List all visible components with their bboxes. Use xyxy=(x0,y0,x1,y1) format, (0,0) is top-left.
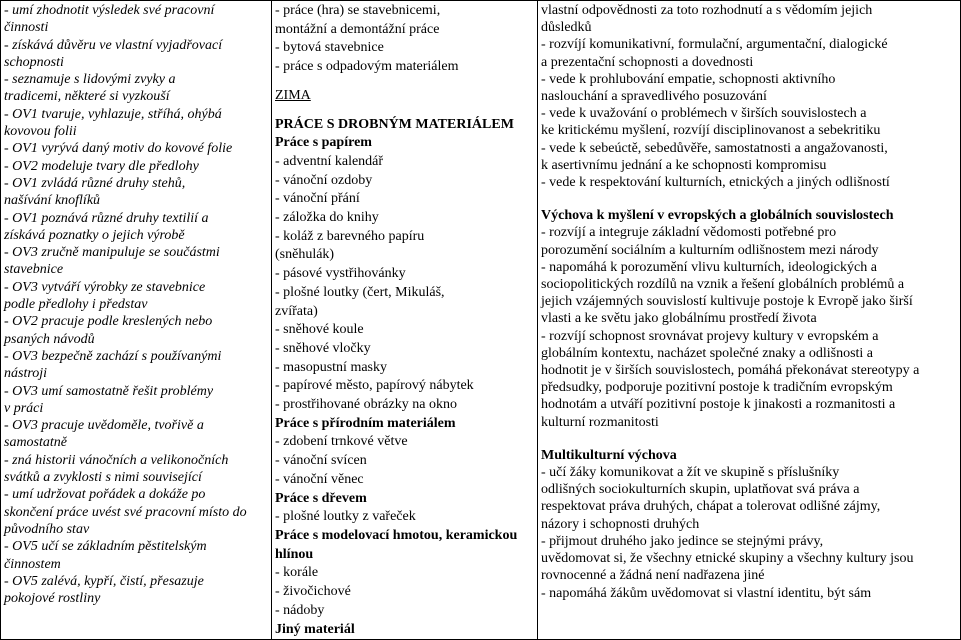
europe-heading: Výchova k myšlení v evropských a globálních souvislostech xyxy=(541,208,894,224)
cross-topic-line: naslouchání a spravedlivého posuzování xyxy=(541,89,767,105)
europe-line: - napomáhá k porozumění vlivu kulturních, ideologických a xyxy=(541,259,877,275)
clay-item: - nádoby xyxy=(275,602,325,618)
outcome-line: v práci xyxy=(4,400,44,416)
small-material-heading: PRÁCE S DROBNÝM MATERIÁLEM xyxy=(275,116,514,132)
outcome-line: svátků a zvyklosti s nimi související xyxy=(4,470,202,486)
multicultural-line: respektovat práva druhých, chápat a tolerovat odlišné zájmy, xyxy=(541,499,881,515)
paper-item: - plošné loutky (čert, Mikuláš, xyxy=(275,284,445,300)
multicultural-line: - učí žáky komunikovat a žít ve skupině s příslušníky xyxy=(541,465,840,481)
paper-heading: Práce s papírem xyxy=(275,135,372,151)
outcome-line: - OV5 zalévá, kypří, čistí, přesazuje xyxy=(4,573,204,589)
outcome-line: - OV2 modeluje tvary dle předlohy xyxy=(4,158,199,174)
outcome-line: činnostem xyxy=(4,556,61,572)
outcome-line: pokojové rostliny xyxy=(4,591,101,607)
multicultural-line: - napomáhá žákům uvědomovat si vlastní identitu, být sám xyxy=(541,585,872,601)
paper-item: - pásové vystřihovánky xyxy=(275,266,406,282)
europe-line: předsudky, podporuje pozitivní postoje k tradičním evropským xyxy=(541,380,893,396)
wood-heading: Práce s dřevem xyxy=(275,490,367,506)
cross-topics-cell xyxy=(538,1,961,640)
paper-item: - záložka do knihy xyxy=(275,210,379,226)
clay-heading-cont: hlínou xyxy=(275,546,314,562)
multicultural-line: - přijmout druhého jako jedince se stejnými právy, xyxy=(541,533,824,549)
outcome-line: - OV1 poznává různé druhy textilií a xyxy=(4,210,209,226)
europe-line: sociopolitických rozdílů na vznik a řešení globálních problémů a xyxy=(541,277,905,293)
outcome-line: psaných návodů xyxy=(4,331,95,347)
cross-topic-line: vlastní odpovědnosti za toto rozhodnutí a s vědomím jejich xyxy=(541,3,873,18)
outcome-line: - umí zhodnotit výsledek své pracovní xyxy=(4,3,215,18)
multicultural-heading: Multikulturní výchova xyxy=(541,447,677,463)
multicultural-line: rovnocenné a žádná není nadřazena jiné xyxy=(541,568,765,584)
multicultural-line: odlišných sociokulturních skupin, uplatňovat svá práva a xyxy=(541,482,860,498)
outcome-line: stavebnice xyxy=(4,262,64,278)
cross-topic-line: - vede k respektování kulturních, etnických a jiných odlišností xyxy=(541,175,890,191)
outcome-line: - OV1 zvládá různé druhy stehů, xyxy=(4,175,186,191)
outcome-line: skončení práce uvést své pracovní místo do xyxy=(4,504,247,520)
europe-line: jejich vzájemných souvislostí kultivuje postoje k Evropě jako širší xyxy=(541,294,913,310)
cross-topic-line: ke kritickému myšlení, rozvíjí disciplinovanost a sebekritiku xyxy=(541,123,881,139)
nature-item: - zdobení trnkové větve xyxy=(275,434,408,450)
paper-item: - sněhové vločky xyxy=(275,340,371,356)
outcome-line: - OV3 umí samostatně řešit problémy xyxy=(4,383,214,399)
outcome-line: získává poznatky o jejich výrobě xyxy=(4,227,185,243)
paper-item: (sněhulák) xyxy=(275,247,335,263)
cross-topic-line: - vede k sebeúctě, sebedůvěře, samostatnosti a angažovanosti, xyxy=(541,140,888,156)
season-heading: ZIMA xyxy=(275,87,311,103)
europe-line: hodnotit je v širších souvislostech, pomáhá překonávat stereotypy a xyxy=(541,363,920,379)
paper-item: - prostřihované obrázky na okno xyxy=(275,397,457,413)
nature-heading: Práce s přírodním materiálem xyxy=(275,415,456,431)
multicultural-line: uvědomovat si, že všechny etnické skupiny a všechny kultury jsou xyxy=(541,551,914,567)
outcome-line: - OV3 vytváří výrobky ze stavebnice xyxy=(4,279,206,295)
outcome-line: - umí udržovat pořádek a dokáže po xyxy=(4,487,206,503)
curriculum-line: - práce s odpadovým materiálem xyxy=(275,59,459,75)
curriculum-list xyxy=(272,1,537,639)
curriculum-line: - bytová stavebnice xyxy=(275,40,384,56)
paper-item: - sněhové koule xyxy=(275,322,364,338)
cross-topic-line: - vede k uvažování o problémech v širších souvislostech a xyxy=(541,106,867,122)
europe-line: globálním kontextu, nacházet společné znaky a odlišnosti a xyxy=(541,345,874,361)
cross-topic-line: a prezentační schopnosti a dovednosti xyxy=(541,54,754,70)
outcome-line: samostatně xyxy=(4,435,67,451)
wood-item: - plošné loutky z vařeček xyxy=(275,509,416,525)
outcomes-list xyxy=(1,1,271,607)
cross-topics-list xyxy=(538,1,960,602)
multicultural-line: názory i schopnosti druhých xyxy=(541,516,700,532)
paper-item: - vánoční přání xyxy=(275,191,360,207)
table-row xyxy=(1,1,961,640)
cross-topic-line: - rozvíjí komunikativní, formulační, argumentační, dialogické xyxy=(541,37,888,53)
outcome-line: - zná historii vánočních a velikonočních xyxy=(4,452,229,468)
outcome-line: - seznamuje s lidovými zvyky a xyxy=(4,72,176,88)
outcome-line: - OV3 pracuje uvědoměle, tvořivě a xyxy=(4,418,204,434)
europe-line: porozumění sociálním a kulturním odlišnostem mezi národy xyxy=(541,242,879,258)
clay-item: - korále xyxy=(275,565,319,581)
outcome-line: tradicemi, některé si vyzkouší xyxy=(4,89,170,105)
curriculum-cell xyxy=(272,1,538,640)
outcome-line: - získává důvěru ve vlastní vyjadřovací xyxy=(4,37,223,53)
outcome-line: podle předlohy i představ xyxy=(4,297,148,313)
outcome-line: - OV5 učí se základním pěstitelským xyxy=(4,539,207,555)
outcome-line: našívání knoflíků xyxy=(4,193,101,209)
nature-item: - vánoční svícen xyxy=(275,453,367,469)
cross-topic-line: důsledků xyxy=(541,20,592,36)
outcome-line: - OV1 vyrývá daný motiv do kovové folie xyxy=(4,141,233,157)
outcome-line: kovovou folii xyxy=(4,124,77,140)
outcomes-cell xyxy=(1,1,272,640)
nature-item: - vánoční věnec xyxy=(275,471,364,487)
paper-item: zvířata) xyxy=(275,303,318,319)
europe-line: kulturní rozmanitosti xyxy=(541,414,659,430)
europe-line: - rozvíjí a integruje základní vědomosti potřebné pro xyxy=(541,225,837,241)
paper-item: - vánoční ozdoby xyxy=(275,172,373,188)
other-material-heading: Jiný materiál xyxy=(275,621,355,637)
outcome-line: - OV1 tvaruje, vyhlazuje, stříhá, ohýbá xyxy=(4,106,222,122)
europe-line: - rozvíjí schopnost srovnávat projevy kultury v evropském a xyxy=(541,328,879,344)
curriculum-line: - práce (hra) se stavebnicemi, xyxy=(275,3,441,18)
outcome-line: činnosti xyxy=(4,20,49,36)
outcome-line: schopnosti xyxy=(4,54,64,70)
europe-line: hodnotám a utváří pozitivní postoje k jinakosti a rozmanitosti a xyxy=(541,397,896,413)
paper-item: - koláž z barevného papíru xyxy=(275,228,425,244)
clay-item: - živočichové xyxy=(275,584,351,600)
outcome-line: nástroji xyxy=(4,366,48,382)
paper-item: - masopustní masky xyxy=(275,359,387,375)
paper-item: - adventní kalendář xyxy=(275,153,384,169)
outcome-line: - OV3 bezpečně zachází s používanými xyxy=(4,348,222,364)
outcome-line: původního stav xyxy=(4,521,90,537)
curriculum-line: montážní a demontážní práce xyxy=(275,21,440,37)
cross-topic-line: - vede k prohlubování empatie, schopnosti aktivního xyxy=(541,71,836,87)
outcome-line: - OV2 pracuje podle kreslených nebo xyxy=(4,314,213,330)
clay-heading: Práce s modelovací hmotou, keramickou xyxy=(275,527,518,543)
outcome-line: - OV3 zručně manipuluje se součástmi xyxy=(4,245,220,261)
europe-line: vlasti a ke světu jako globálnímu prostředí života xyxy=(541,311,817,327)
paper-item: - papírové město, papírový nábytek xyxy=(275,378,474,394)
cross-topic-line: k asertivnímu jednání a ke schopnosti kompromisu xyxy=(541,157,827,173)
